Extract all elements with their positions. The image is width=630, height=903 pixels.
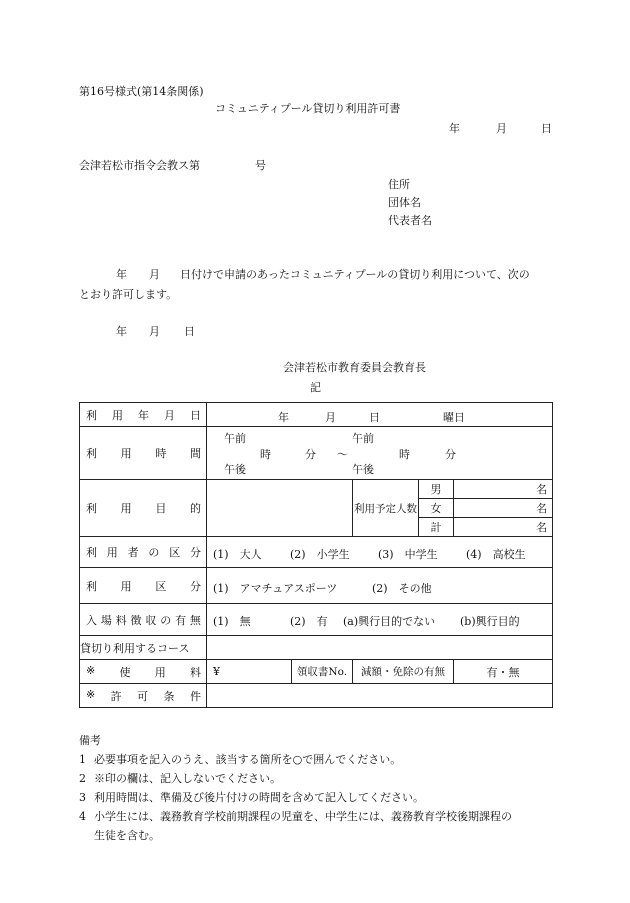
label-receipt-no: 領収書No.: [292, 660, 353, 684]
label-purpose-text: 利 用 目 的: [86, 502, 201, 515]
label-admission-fee-text: 入 場 料 徴 収 の 有 無: [86, 613, 201, 627]
body-text-line1: 日付けで申請のあったコミュニティプールの貸切り利用について、次の: [180, 268, 530, 281]
note-text: 必要事項を記入のうえ、該当する箇所を○で囲んでください。: [94, 753, 402, 766]
usage-date-weekday: 曜日: [443, 410, 465, 424]
people-male-field[interactable]: 名: [454, 480, 553, 499]
user-type-option-high-school[interactable]: (4) 高校生: [466, 547, 526, 561]
note-number: 1: [79, 753, 86, 766]
label-usage-date: [80, 403, 207, 427]
note-item: [79, 769, 559, 788]
time-end-min: 分: [445, 447, 456, 461]
time-separator: 〜: [337, 447, 348, 461]
body-year: 年: [116, 268, 127, 281]
label-permit-conditions-text: ※ 許 可 条 件: [86, 687, 201, 703]
user-type-option-junior-high[interactable]: (3) 中学生: [378, 547, 438, 561]
category-option-amateur-sports[interactable]: (1) アマチュアスポーツ: [213, 581, 338, 595]
document-title: コミュニティプール貸切り利用許可書: [215, 102, 401, 115]
date-month: 月: [496, 122, 507, 135]
purpose-field[interactable]: [207, 480, 353, 537]
doc-number-suffix: 号: [255, 159, 266, 172]
fee-option-none[interactable]: (1) 無: [213, 614, 251, 628]
note-item: [79, 788, 559, 807]
people-total-field[interactable]: 名: [454, 518, 553, 537]
body-month: 月: [149, 268, 160, 281]
time-start-min: 分: [305, 447, 316, 461]
label-usage-time: [80, 427, 207, 480]
people-female-field[interactable]: 名: [454, 499, 553, 518]
label-purpose: [80, 480, 207, 537]
date-day: 日: [541, 122, 552, 135]
time-end-am: 午前: [352, 431, 374, 445]
applicant-representative: 代表者名: [388, 214, 432, 227]
applicant-group: 団体名: [388, 196, 421, 209]
user-type-option-adult[interactable]: (1) 大人: [213, 547, 262, 561]
label-user-type-text: 利 用 者 の 区 分: [86, 546, 201, 559]
label-user-type: [80, 537, 207, 568]
label-course: 貸切り利用するコース: [80, 636, 207, 660]
time-start-am: 午前: [224, 431, 246, 445]
fee-option-non-commercial[interactable]: (a)興行目的でない: [343, 614, 436, 628]
note-text: 利用時間は、準備及び後片付けの時間を含めて記入してください。: [94, 791, 424, 804]
applicant-address: 住所: [388, 178, 410, 191]
note-number: 4: [79, 810, 86, 823]
label-usage-category-text: 利 用 区 分: [86, 579, 201, 593]
body-text-line2: とおり許可します。: [79, 288, 178, 301]
time-end-hour: 時: [399, 447, 410, 461]
usage-category-field: [207, 568, 553, 604]
notes-heading: 備考: [79, 734, 101, 747]
permit-year: 年: [116, 325, 127, 338]
usage-date-month: 月: [325, 410, 336, 424]
label-reduction: 減額・免除の有無: [353, 660, 454, 684]
time-end-pm: 午後: [352, 462, 374, 476]
people-female-label: 女: [419, 499, 454, 518]
ki-heading: 記: [310, 381, 321, 394]
time-start-pm: 午後: [224, 462, 246, 476]
note-number: 3: [79, 791, 86, 804]
label-planned-people: 利用予定人数: [353, 480, 419, 537]
notes-section: [79, 731, 559, 845]
note-item: [79, 750, 559, 769]
label-usage-category: [80, 568, 207, 604]
doc-number-prefix: 会津若松市指令会教ス第: [79, 159, 200, 172]
people-male-label: 男: [419, 480, 454, 499]
note-text: ※印の欄は、記入しないでください。: [94, 772, 281, 785]
date-year: 年: [449, 122, 460, 135]
label-permit-conditions: [80, 684, 207, 708]
form-number: 第16号様式(第14条関係): [79, 85, 204, 98]
note-item-continuation: [79, 826, 559, 845]
label-usage-fee: [80, 660, 207, 684]
label-usage-time-text: 利 用 時 間: [86, 447, 201, 460]
note-text: 小学生には、義務教育学校前期課程の児童を、中学生には、義務教育学校後期課程の: [94, 810, 512, 823]
fee-option-yes[interactable]: (2) 有: [290, 614, 328, 628]
user-type-option-elementary[interactable]: (2) 小学生: [290, 547, 350, 561]
course-field[interactable]: [207, 636, 553, 660]
permit-table: [79, 402, 553, 708]
usage-date-day: 日: [369, 410, 380, 424]
people-total-label: 計: [419, 518, 454, 537]
note-text-continuation: 生徒を含む。: [94, 829, 160, 842]
usage-date-year: 年: [278, 410, 289, 424]
permit-month: 月: [149, 325, 160, 338]
label-admission-fee: [80, 604, 207, 636]
issuer: 会津若松市教育委員会教育長: [283, 361, 426, 374]
permit-conditions-field: [207, 684, 553, 708]
reduction-value[interactable]: 有・無: [454, 660, 553, 684]
usage-fee-yen: ¥: [207, 660, 292, 684]
admission-fee-field: [207, 604, 553, 636]
category-option-other[interactable]: (2) その他: [372, 581, 432, 595]
note-number: 2: [79, 772, 86, 785]
note-item: [79, 807, 559, 826]
user-type-field: [207, 537, 553, 568]
label-usage-fee-text: ※ 使 用 料: [86, 663, 201, 679]
usage-time-field[interactable]: [207, 427, 553, 480]
usage-date-field[interactable]: [207, 403, 553, 427]
label-usage-date-text: 利 用 年 月 日: [86, 408, 201, 422]
permit-day: 日: [184, 325, 195, 338]
fee-option-commercial[interactable]: (b)興行目的: [460, 614, 520, 628]
time-start-hour: 時: [260, 447, 271, 461]
